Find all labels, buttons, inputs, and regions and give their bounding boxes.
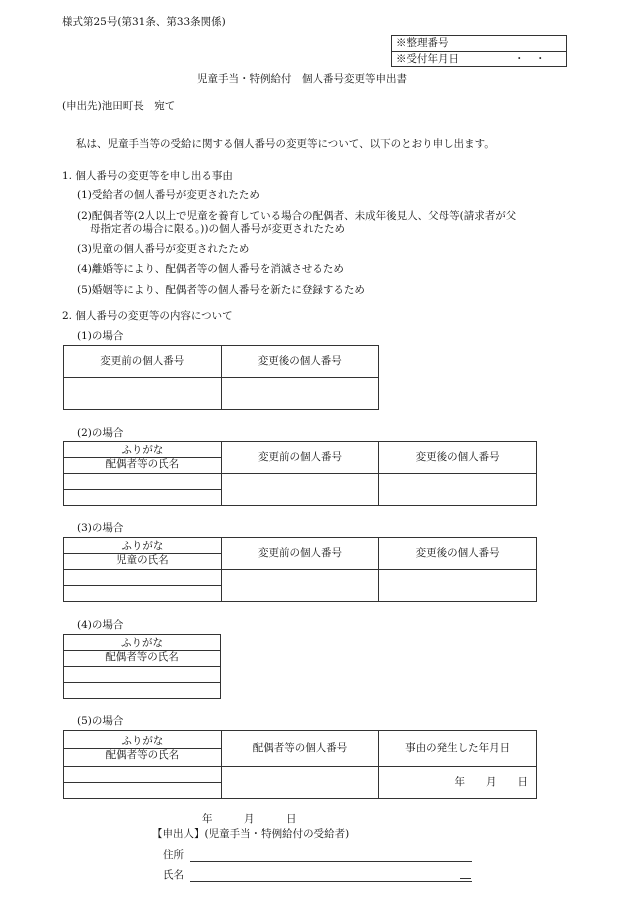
case5-table <box>63 730 537 799</box>
name-label: 氏名 <box>163 869 184 881</box>
address-input-line[interactable] <box>190 861 472 862</box>
before-number-header: 変更前の個人番号 <box>64 346 222 378</box>
furigana-header: ふりがな <box>121 539 164 552</box>
reason-item: (1)受給者の個人番号が変更されたため <box>77 189 260 201</box>
name-header: 配偶者等の氏名 <box>64 457 221 471</box>
application-date: 年 月 日 <box>202 813 297 825</box>
after-number-header: 変更後の個人番号 <box>221 346 379 378</box>
reason-item: (4)離婚等により、配偶者等の個人番号を消滅させるため <box>77 263 344 275</box>
section1-heading: 1. 個人番号の変更等を申し出る事由 <box>62 170 233 182</box>
name-header: 配偶者等の氏名 <box>64 748 221 762</box>
furigana-header: ふりがな <box>121 734 164 747</box>
before-number-boxes[interactable] <box>221 474 379 506</box>
case1-label: (1)の場合 <box>77 330 124 342</box>
case2-label: (2)の場合 <box>77 427 124 439</box>
case1-table <box>63 345 379 410</box>
reason-item-cont: 母指定者の場合に限る。))の個人番号が変更されたため <box>90 223 345 235</box>
before-number-boxes[interactable] <box>221 570 379 602</box>
name-input-cell[interactable] <box>64 767 222 799</box>
applicant-heading: 【申出人】(児童手当・特例給付の受給者) <box>152 828 350 840</box>
number-boxes[interactable] <box>221 767 379 799</box>
name-input-cell[interactable] <box>64 570 222 602</box>
before-number-header: 変更前の個人番号 <box>221 442 379 474</box>
reason-item: (2)配偶者等(2人以上で児童を養育している場合の配偶者、未成年後見人、父母等(請求者が父 <box>77 210 517 222</box>
before-number-header: 変更前の個人番号 <box>221 538 379 570</box>
ymd-text: 年 月 日 <box>454 775 528 788</box>
name-header: 児童の氏名 <box>64 553 221 567</box>
after-number-boxes[interactable] <box>221 378 379 410</box>
event-date-field[interactable] <box>379 767 537 799</box>
document-title: 児童手当・特例給付 個人番号変更等申出書 <box>197 73 407 85</box>
name-header: 配偶者等の氏名 <box>64 650 220 664</box>
case5-label: (5)の場合 <box>77 715 124 727</box>
section2-heading: 2. 個人番号の変更等の内容について <box>62 310 233 322</box>
after-number-boxes[interactable] <box>379 474 537 506</box>
case3-label: (3)の場合 <box>77 522 124 534</box>
ref-number-label: ※整理番号 <box>396 37 449 49</box>
furigana-header: ふりがな <box>121 636 163 649</box>
event-date-header: 事由の発生した年月日 <box>379 731 537 767</box>
name-input-line[interactable] <box>190 881 472 882</box>
receipt-date-dots: ・ ・ <box>514 53 546 65</box>
intro-text: 私は、児童手当等の受給に関する個人番号の変更等について、以下のとおり申し出ます。 <box>76 138 495 150</box>
address-label: 住所 <box>163 849 184 861</box>
case4-table <box>63 634 221 699</box>
number-header: 配偶者等の個人番号 <box>221 731 379 767</box>
case4-label: (4)の場合 <box>77 619 124 631</box>
reason-item: (5)婚姻等により、配偶者等の個人番号を新たに登録するため <box>77 284 365 296</box>
before-number-boxes[interactable] <box>64 378 222 410</box>
name-input-cell[interactable] <box>64 667 221 699</box>
addressee: (申出先)池田町長 宛て <box>62 100 176 112</box>
after-number-header: 変更後の個人番号 <box>379 442 537 474</box>
case2-table <box>63 441 537 506</box>
seal-mark <box>460 878 471 879</box>
form-number: 様式第25号(第31条、第33条関係) <box>62 16 226 28</box>
receipt-date-label: ※受付年月日 <box>396 53 459 65</box>
office-use-box <box>391 35 567 67</box>
name-input-cell[interactable] <box>64 474 222 506</box>
reason-item: (3)児童の個人番号が変更されたため <box>77 243 250 255</box>
case3-table <box>63 537 537 602</box>
after-number-boxes[interactable] <box>379 570 537 602</box>
after-number-header: 変更後の個人番号 <box>379 538 537 570</box>
furigana-header: ふりがな <box>121 443 164 456</box>
